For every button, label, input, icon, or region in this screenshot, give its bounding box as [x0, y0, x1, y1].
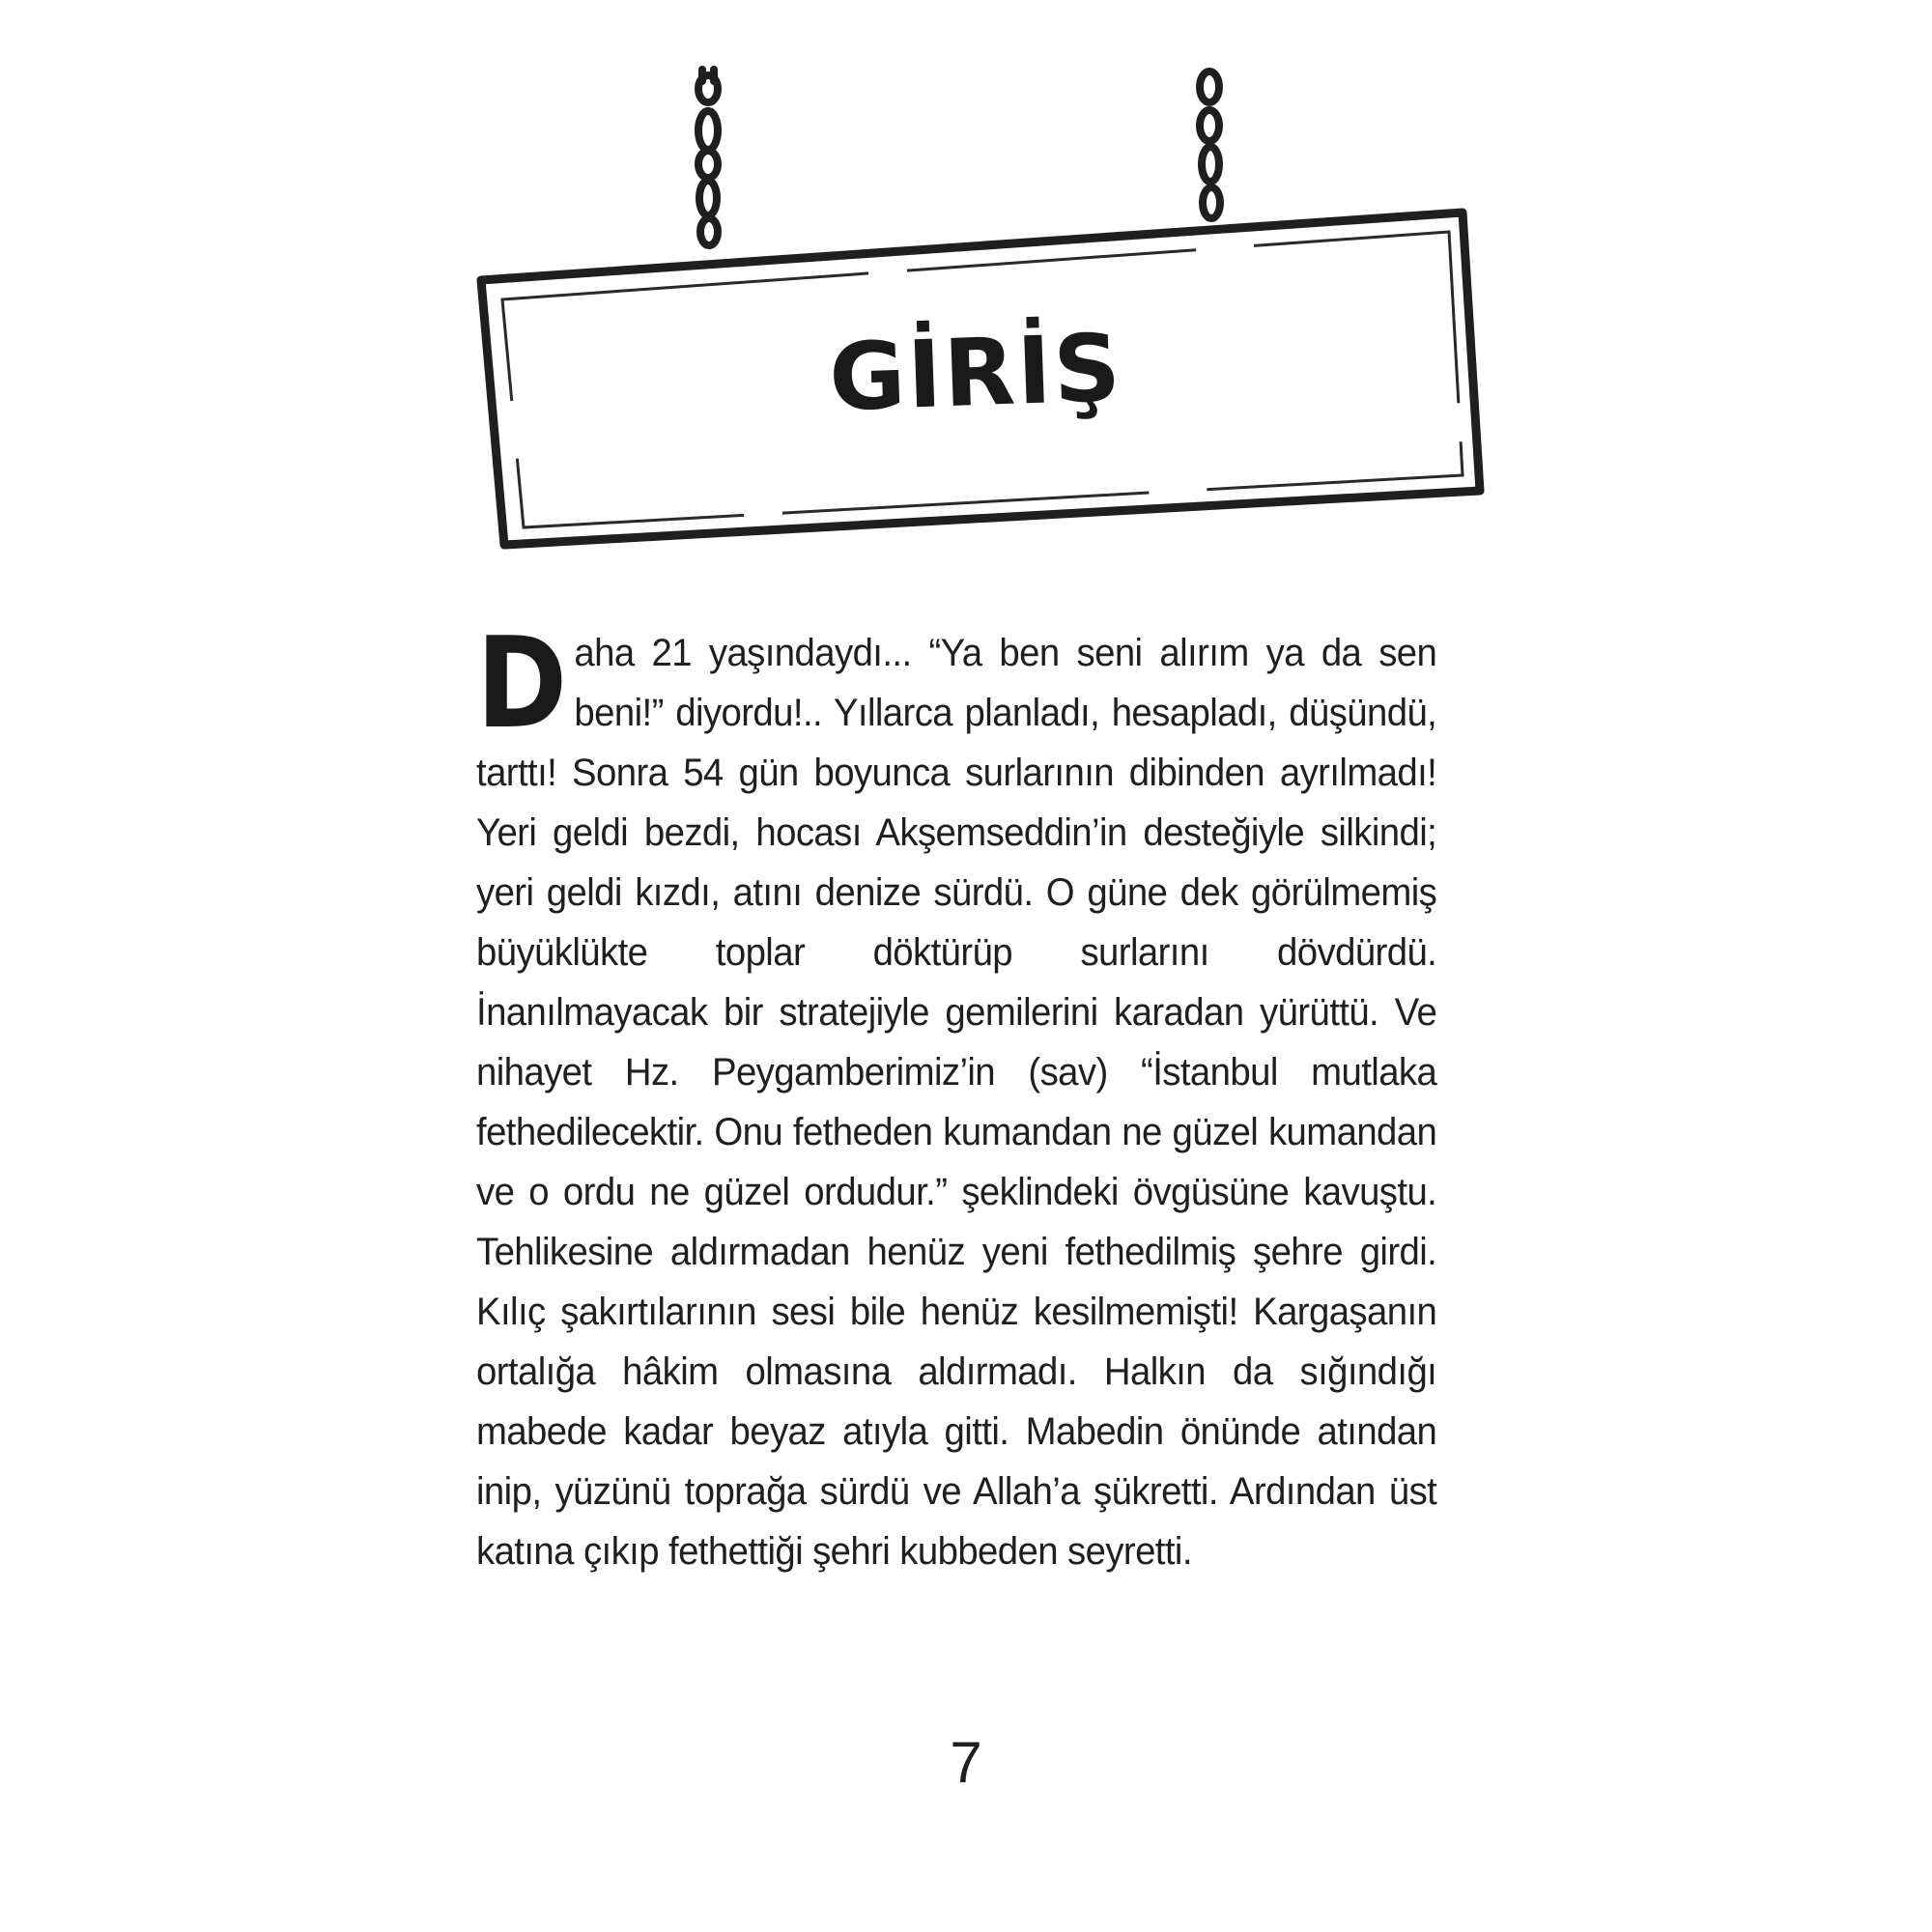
paragraph-text: aha 21 yaşındaydı... “Ya ben seni alırım ya da sen beni!” diyordu!.. Yıllarca planladı, hesapladı, düşündü, tarttı! Sonra 54 gün boyunca surlarının dibinden ayrılmadı! Yeri geldi bezdi, hocası Akşemseddin’in desteğiyle silkindi; yeri geldi kızdı, atını denize sürdü. O güne dek görülmemiş büyüklükte toplar döktürüp surlarını dövdürdü. İnanılmayacak bir stratejiyle gemilerini karadan yürüttü. Ve nihayet Hz. Peygamberimiz’in (sav) “İstanbul mutlaka fethedilecektir. Onu fetheden kumandan ne güzel kumandan ve o ordu ne güzel ordudur.” şeklindeki övgüsüne kavuştu. Tehlikesine aldırmadan henüz yeni fethedilmiş şehre girdi. Kılıç şakırtılarının sesi bile henüz kesilmemişti! Kargaşanın ortalığa hâkim olmasına aldırmadı. Halkın da sığındığı mabede kadar beyaz atıyla gitti. Mabedin önünde atından inip, yüzünü toprağa sürdü ve Allah’a şükretti. Ardından üst katına çıkıp fethettiği şehri kubbeden seyretti. [476, 632, 1437, 1573]
drop-cap: D [476, 610, 567, 756]
left-chain-icon [698, 70, 718, 280]
body-paragraph [476, 610, 1437, 1581]
page-title: GİRİŞ [827, 313, 1124, 433]
page-number: 7 [950, 1730, 982, 1795]
right-chain-icon [1200, 71, 1220, 249]
hanging-sign [464, 58, 1488, 560]
